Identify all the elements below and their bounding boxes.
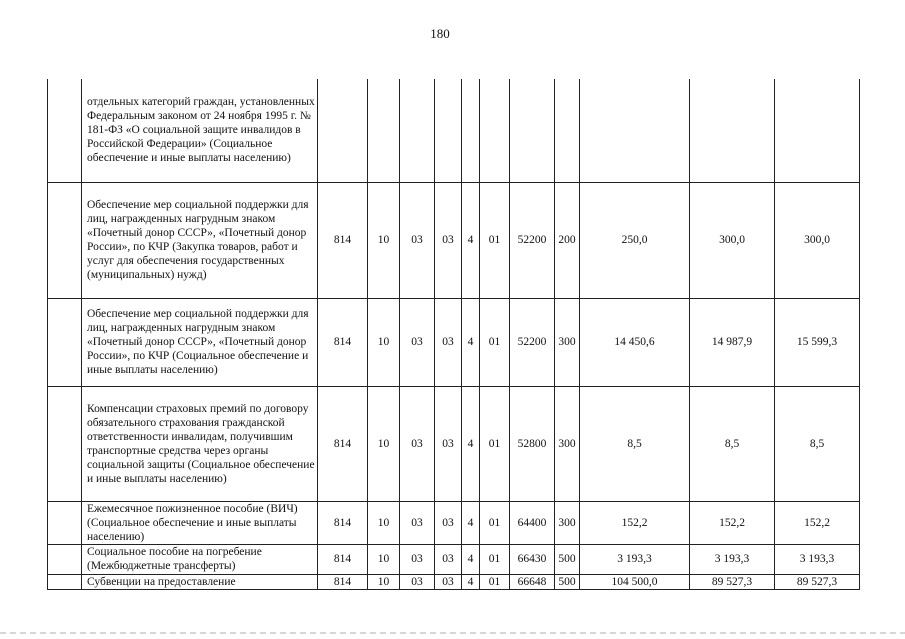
table-row — [48, 386, 860, 501]
table-row — [48, 182, 860, 298]
table-row — [48, 298, 860, 386]
code-admin: 814 — [318, 386, 368, 501]
value-year-2: 89 527,3 — [690, 574, 775, 589]
value-year-3: 3 193,3 — [775, 544, 860, 574]
value-year-1: 250,0 — [580, 182, 690, 298]
value-year-1 — [580, 79, 690, 182]
code-program: 03 — [435, 501, 462, 544]
value-year-2: 14 987,9 — [690, 298, 775, 386]
table-row — [48, 574, 860, 589]
value-year-2: 152,2 — [690, 501, 775, 544]
code-section: 10 — [368, 501, 400, 544]
row-marker-cell — [48, 182, 82, 298]
code-type — [462, 79, 480, 182]
row-name: Обеспечение мер социальной поддержки для лиц, награжденных нагрудным знаком «Почетный донор СССР», «Почетный донор России», по КЧР (Социальное обеспечение и иные выплаты населению) — [82, 298, 318, 386]
code-program: 03 — [435, 182, 462, 298]
code-direction — [510, 79, 555, 182]
code-type: 4 — [462, 501, 480, 544]
row-marker-cell — [48, 574, 82, 589]
code-direction: 52800 — [510, 386, 555, 501]
code-program: 03 — [435, 298, 462, 386]
code-direction: 66430 — [510, 544, 555, 574]
value-year-2 — [690, 79, 775, 182]
code-admin: 814 — [318, 544, 368, 574]
code-expense-type — [555, 79, 580, 182]
row-marker-cell — [48, 386, 82, 501]
row-name: Субвенции на предоставление — [82, 574, 318, 589]
code-expense-type: 300 — [555, 501, 580, 544]
code-direction: 64400 — [510, 501, 555, 544]
value-year-3: 300,0 — [775, 182, 860, 298]
code-type: 4 — [462, 544, 480, 574]
value-year-3: 152,2 — [775, 501, 860, 544]
code-section: 10 — [368, 182, 400, 298]
code-direction: 52200 — [510, 182, 555, 298]
value-year-1: 8,5 — [580, 386, 690, 501]
value-year-1: 3 193,3 — [580, 544, 690, 574]
code-subprogram: 01 — [480, 182, 510, 298]
code-subsection — [400, 79, 435, 182]
code-expense-type: 500 — [555, 544, 580, 574]
code-admin — [318, 79, 368, 182]
code-subprogram — [480, 79, 510, 182]
code-program: 03 — [435, 574, 462, 589]
code-section: 10 — [368, 298, 400, 386]
code-admin: 814 — [318, 298, 368, 386]
code-subsection: 03 — [400, 386, 435, 501]
value-year-3: 8,5 — [775, 386, 860, 501]
code-admin: 814 — [318, 182, 368, 298]
code-section: 10 — [368, 544, 400, 574]
code-subprogram: 01 — [480, 501, 510, 544]
value-year-1: 152,2 — [580, 501, 690, 544]
table-row — [48, 544, 860, 574]
row-name: Компенсации страховых премий по договору обязательного страхования гражданской ответственности инвалидам, получившим транспортные средства через органы социальной защиты (Социальное обеспечение и иные выплаты населению) — [82, 386, 318, 501]
code-subprogram: 01 — [480, 574, 510, 589]
code-section: 10 — [368, 386, 400, 501]
row-marker-cell — [48, 544, 82, 574]
table-row — [48, 501, 860, 544]
code-subsection: 03 — [400, 298, 435, 386]
code-subprogram: 01 — [480, 544, 510, 574]
code-admin: 814 — [318, 501, 368, 544]
code-section: 10 — [368, 574, 400, 589]
code-subsection: 03 — [400, 544, 435, 574]
code-type: 4 — [462, 298, 480, 386]
scan-artifact-line — [0, 632, 905, 634]
code-direction: 66648 — [510, 574, 555, 589]
value-year-3: 15 599,3 — [775, 298, 860, 386]
page-number: 180 — [430, 26, 450, 41]
row-marker-cell — [48, 79, 82, 182]
table-row — [48, 79, 860, 182]
row-name: отдельных категорий граждан, установленных Федеральным законом от 24 ноября 1995 г. № 181-ФЗ «О социальной защите инвалидов в Российской Федерации» (Социальное обеспечение и иные выплаты населению) — [82, 79, 318, 182]
row-marker-cell — [48, 501, 82, 544]
budget-table — [47, 79, 860, 590]
code-program: 03 — [435, 544, 462, 574]
code-program: 03 — [435, 386, 462, 501]
value-year-2: 3 193,3 — [690, 544, 775, 574]
row-name: Обеспечение мер социальной поддержки для лиц, награжденных нагрудным знаком «Почетный донор СССР», «Почетный донор России», по КЧР (Закупка товаров, работ и услуг для обеспечения государственных (муниципальных) нужд) — [82, 182, 318, 298]
code-expense-type: 500 — [555, 574, 580, 589]
value-year-3: 89 527,3 — [775, 574, 860, 589]
value-year-2: 300,0 — [690, 182, 775, 298]
code-expense-type: 300 — [555, 298, 580, 386]
code-subprogram: 01 — [480, 298, 510, 386]
code-subsection: 03 — [400, 501, 435, 544]
code-expense-type: 200 — [555, 182, 580, 298]
value-year-2: 8,5 — [690, 386, 775, 501]
row-marker-cell — [48, 298, 82, 386]
code-expense-type: 300 — [555, 386, 580, 501]
value-year-1: 14 450,6 — [580, 298, 690, 386]
code-admin: 814 — [318, 574, 368, 589]
code-program — [435, 79, 462, 182]
code-type: 4 — [462, 574, 480, 589]
row-name: Ежемесячное пожизненное пособие (ВИЧ) (Социальное обеспечение и иные выплаты населению) — [82, 501, 318, 544]
code-type: 4 — [462, 182, 480, 298]
code-subsection: 03 — [400, 574, 435, 589]
value-year-1: 104 500,0 — [580, 574, 690, 589]
code-subsection: 03 — [400, 182, 435, 298]
code-section — [368, 79, 400, 182]
code-subprogram: 01 — [480, 386, 510, 501]
value-year-3 — [775, 79, 860, 182]
code-direction: 52200 — [510, 298, 555, 386]
code-type: 4 — [462, 386, 480, 501]
row-name: Социальное пособие на погребение (Межбюджетные трансферты) — [82, 544, 318, 574]
